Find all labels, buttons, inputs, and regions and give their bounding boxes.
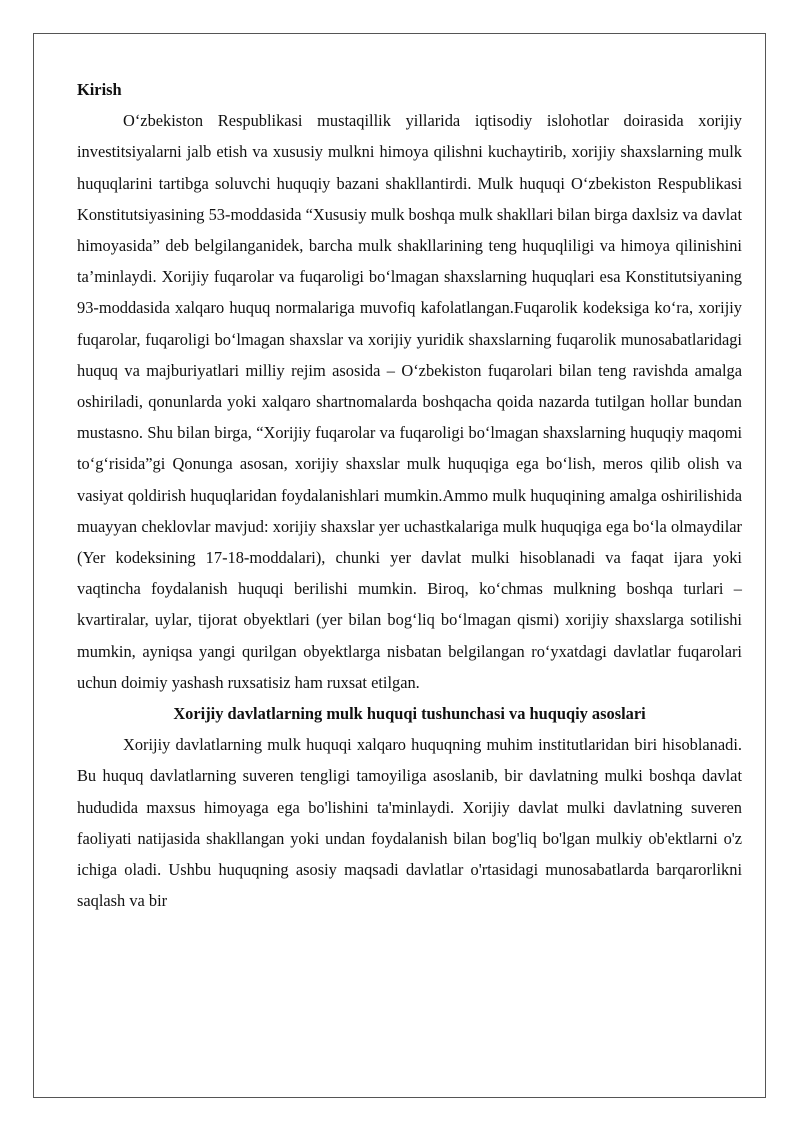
document-body — [77, 74, 742, 916]
section-heading: Xorijiy davlatlarning mulk huquqi tushunchasi va huquqiy asoslari — [173, 704, 646, 724]
intro-heading: Kirish — [77, 80, 122, 99]
intro-paragraph: O‘zbekiston Respublikasi mustaqillik yillarida iqtisodiy islohotlar doirasida xorijiy investitsiyalarni jalb etish va xususiy mulkni himoya qilishni kuchaytirib, xorijiy shaxslarning mulk huquqlarini tartibga soluvchi huquqiy bazani shakllantirdi. Mulk huquqi O‘zbekiston Respublikasi Konstitutsiyasining 53-moddasida “Xususiy mulk boshqa mulk shakllari bilan birga daxlsiz va davlat himoyasida” deb belgilanganidek, barcha mulk shakllarining teng huquqliligi va himoya qilinishini ta’minlaydi. Xorijiy fuqarolar va fuqaroligi bo‘lmagan shaxslarning huquqlari esa Konstitutsiyaning 93-moddasida xalqaro huquq normalariga muvofiq kafolatlangan.Fuqarolik kodeksiga ko‘ra, xorijiy fuqarolar, fuqaroligi bo‘lmagan shaxslar va xorijiy yuridik shaxslarning fuqarolik munosabatlaridagi huquq va majburiyatlari milliy rejim asosida – O‘zbekiston fuqarolari bilan teng ravishda amalga oshiriladi, qonunlarda yoki xalqaro shartnomalarda boshqacha qoida nazarda tutilgan hollar bundan mustasno. Shu bilan birga, “Xorijiy fuqarolar va fuqaroligi bo‘lmagan shaxslarning huquqiy maqomi to‘g‘risida”gi Qonunga asosan, xorijiy shaxslar mulk huquqiga ega bo‘lish, meros qilib olish va vasiyat qoldirish huquqlaridan foydalanishlari mumkin.Ammo mulk huquqining amalga oshirilishida muayyan cheklovlar mavjud: xorijiy shaxslar yer uchastkalariga mulk huquqiga ega bo‘la olmaydilar (Yer kodeksining 17-18-moddalari), chunki yer davlat mulki hisoblanadi va faqat ijara yoki vaqtincha foydalanish huquqi berilishi mumkin. Biroq, ko‘chmas mulkning boshqa turlari – kvartiralar, uylar, tijorat obyektlari (yer bilan bog‘liq bo‘lmagan qismi) xorijiy shaxslarga sotilishi mumkin, ayniqsa yangi qurilgan obyektlarga nisbatan belgilangan ro‘yxatdagi davlatlar fuqarolari uchun doimiy yashash ruxsatisiz ham ruxsat etilgan. — [77, 111, 742, 692]
section-paragraph: Xorijiy davlatlarning mulk huquqi xalqaro huquqning muhim institutlaridan biri hisoblanadi. Bu huquq davlatlarning suveren tengligi tamoyiliga asoslanib, bir davlatning mulki boshqa davlat hududida maxsus himoyaga ega bo'lishini ta'minlaydi. Xorijiy davlat mulki davlatning suveren faoliyati natijasida shakllangan yoki undan foydalanish bilan bog'liq bo'lgan mulkiy ob'ektlarni o'z ichiga oladi. Ushbu huquqning asosiy maqsadi davlatlar o'rtasidagi munosabatlarda barqarorlikni saqlash va bir — [77, 735, 742, 911]
